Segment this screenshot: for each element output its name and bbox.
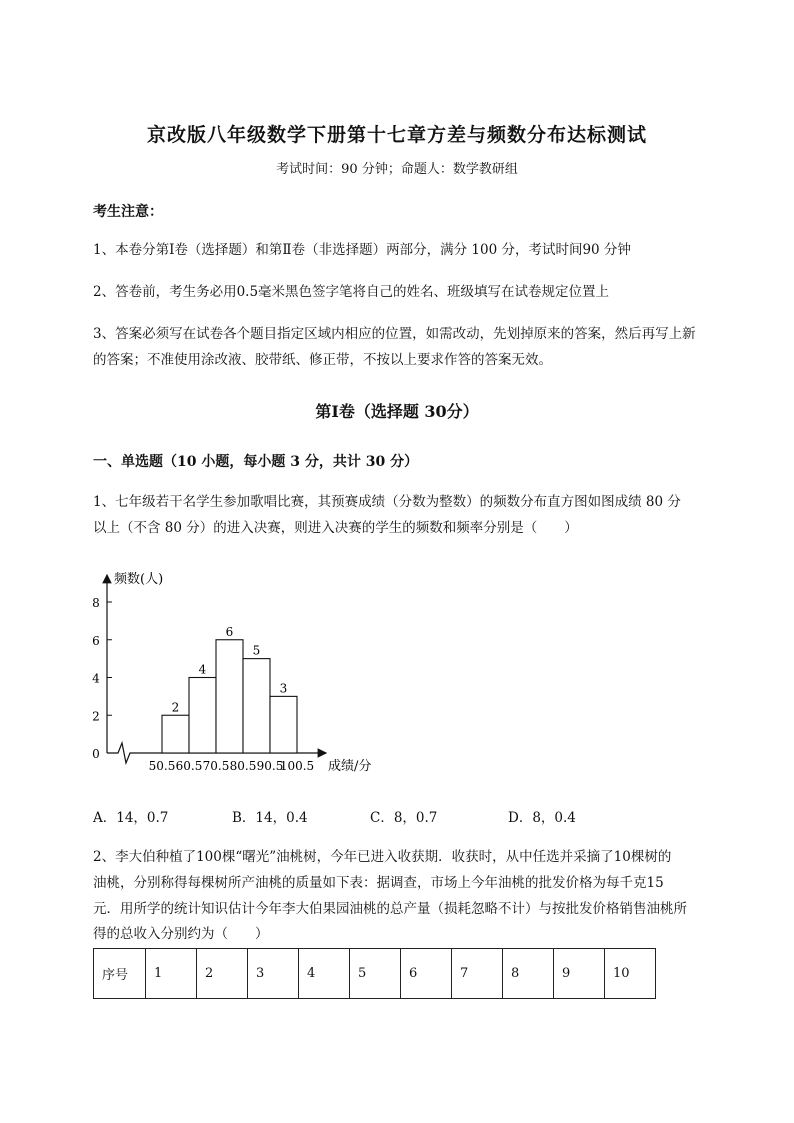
page-title: 京改版八年级数学下册第十七章方差与频数分布达标测试 [146,124,647,146]
table-cell: 6 [401,949,452,999]
table-cell: 7 [452,949,503,999]
note-item: 3、答案必须写在试卷各个题目指定区域内相应的位置，如需改动，先划掉原来的答案，然后再写上新 [93,326,696,342]
x-tick-label: 70.5 [202,759,230,773]
y-axis-label: 频数(人) [114,572,164,587]
bar-value-label: 5 [252,643,261,658]
note-item: 1、本卷分第Ⅰ卷（选择题）和第Ⅱ卷（非选择题）两部分，满分 100 分，考试时间90 分钟 [93,242,631,258]
x-tick-label: 100.5 [279,759,315,773]
option-a[interactable]: A．14，0.7 [93,810,169,826]
yield-table [93,948,656,999]
option-d[interactable]: D．8，0.4 [508,810,576,826]
table-cell: 9 [554,949,605,999]
histogram-bar [189,678,216,754]
x-axis-label: 成绩/分 [328,759,372,774]
part-heading: 一、单选题（10 小题，每小题 3 分，共计 30 分） [93,454,419,470]
x-tick-label: 60.5 [175,759,203,773]
table-cell: 2 [197,949,248,999]
option-c[interactable]: C．8，0.7 [370,810,438,826]
section-title: 第Ⅰ卷（选择题 30分） [315,402,479,421]
y-tick-label: 2 [92,709,100,724]
table-row [94,949,656,999]
table-cell: 8 [503,949,554,999]
question-1-line: 1、七年级若干名学生参加歌唱比赛，其预赛成绩（分数为整数）的频数分布直方图如图成绩 80 分 [93,494,681,510]
table-cell: 3 [248,949,299,999]
y-tick-label: 4 [92,671,100,686]
x-tick-label: 80.5 [229,759,257,773]
table-cell: 4 [299,949,350,999]
histogram-bar [216,640,243,753]
note-item: 的答案；不准使用涂改液、胶带纸、修正带，不按以上要求作答的答案无效。 [93,352,552,368]
question-2-line: 元．用所学的统计知识估计今年李大伯果园油桃的总产量（损耗忽略不计）与按批发价格销售油桃所 [93,901,687,917]
histogram-bar [270,696,297,753]
bar-value-label: 6 [225,624,234,639]
notes-heading: 考生注意： [93,204,163,220]
table-cell: 5 [350,949,401,999]
bar-value-label: 4 [198,662,207,677]
question-2-line: 2、李大伯种植了100棵“曙光”油桃树，今年已进入收获期．收获时，从中任选并采摘了10棵树的 [93,849,672,865]
y-tick-label: 0 [92,747,100,761]
x-axis-break [107,743,136,763]
histogram-bar [243,659,270,753]
question-1-line: 以上（不含 80 分）的进入决赛，则进入决赛的学生的频数和频率分别是（ ） [93,520,578,536]
histogram-bar [162,715,189,753]
y-tick-label: 6 [92,633,100,648]
table-cell: 10 [605,949,656,999]
y-tick-label: 8 [92,596,100,610]
bar-value-label: 2 [171,700,180,715]
exam-info: 考试时间：90 分钟；命题人：数学教研组 [276,162,518,177]
frequency-histogram [80,565,400,780]
note-item: 2、答卷前，考生务必用0.5毫米黑色签字笔将自己的姓名、班级填写在试卷规定位置上 [93,284,610,300]
question-2-line: 油桃，分别称得每棵树所产油桃的质量如下表：据调查，市场上今年油桃的批发价格为每千克15 [93,875,664,891]
table-cell: 1 [146,949,197,999]
bar-value-label: 3 [279,681,288,696]
question-2-line: 得的总收入分别约为（ ） [93,926,269,942]
table-cell: 序号 [94,949,146,999]
x-tick-label: 90.5 [256,759,284,773]
x-tick-label: 50.5 [148,759,176,773]
option-b[interactable]: B．14，0.4 [232,810,308,826]
